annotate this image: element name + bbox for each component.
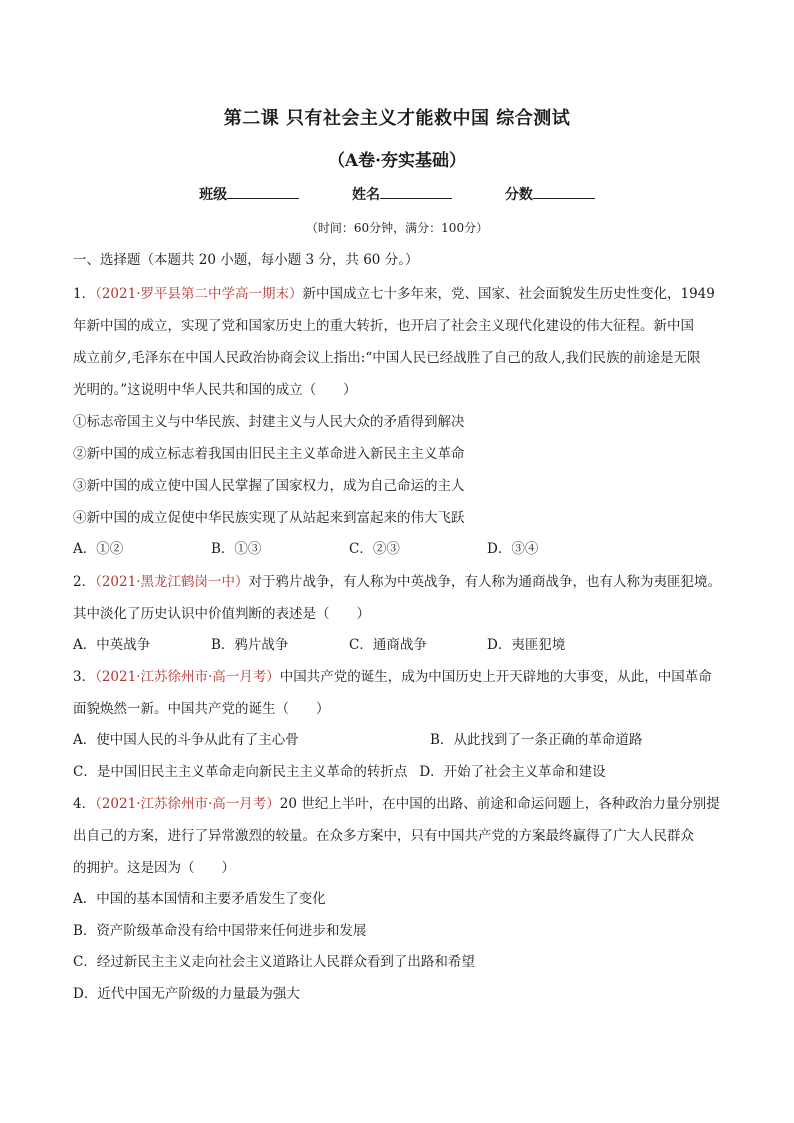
score-label: 分数 xyxy=(504,187,533,203)
stem-line: 出自己的方案，进行了异常激烈的较量。在众多方案中，只有中国共产党的方案最终赢得了广大人民群众 xyxy=(73,828,694,844)
option-d[interactable]: D．夷匪犯境 xyxy=(487,636,566,653)
options-row xyxy=(73,630,733,662)
option-a[interactable]: A．中英战争 xyxy=(73,636,151,653)
question-1 xyxy=(73,278,733,566)
question-stem xyxy=(73,566,733,630)
option-c[interactable]: C．经过新民主主义走向社会主义道路让人民群众看到了出路和希望 xyxy=(73,954,475,970)
option-c[interactable]: C．②③ xyxy=(349,541,400,557)
name-blank[interactable] xyxy=(380,184,452,199)
stem-line: 中国共产党的诞生，成为中国历史上开天辟地的大事变，从此，中国革命 xyxy=(279,669,712,685)
stem-line: 对于鸦片战争，有人称为中英战争，有人称为通商战争，也有人称为夷匪犯境。 xyxy=(248,573,721,590)
stem-line: 年新中国的成立，实现了党和国家历史上的重大转折，也开启了社会主义现代化建设的伟大征程。新中国 xyxy=(73,318,694,334)
option-b[interactable]: B．资产阶级革命没有给中国带来任何进步和发展 xyxy=(73,922,367,939)
time-note: （时间：60分钟，满分：100分） xyxy=(305,221,489,235)
stem-line: 成立前夕,毛泽东在中国人民政治协商会议上指出:“中国人民已经战胜了自己的敌人,我们民族的前途是无限 xyxy=(73,350,701,366)
option-c[interactable]: C．是中国旧民主主义革命走向新民主主义革命的转折点 xyxy=(73,763,408,780)
question-number: 1． xyxy=(73,286,96,302)
question-source: （2021·黑龙江鹤岗一中） xyxy=(95,573,249,590)
class-blank[interactable] xyxy=(227,184,299,199)
options-row xyxy=(73,725,733,757)
score-field xyxy=(505,184,595,204)
options-row xyxy=(73,757,733,789)
class-label: 班级 xyxy=(199,187,228,203)
stem-line: 20 世纪上半叶，在中国的出路、前途和命运问题上，各种政治力量分别提 xyxy=(279,796,720,812)
question-content xyxy=(73,250,733,1010)
statement: ②新中国的成立标志着我国由旧民主主义革命进入新民主主义革命 xyxy=(73,446,465,462)
option-a[interactable]: A．中国的基本国情和主要矛盾发生了变化 xyxy=(73,891,326,907)
question-number: 2． xyxy=(73,573,96,590)
score-blank[interactable] xyxy=(533,184,595,199)
class-field xyxy=(199,184,299,204)
stem-line: 面貌焕然一新。中国共产党的诞生（ ） xyxy=(73,701,330,717)
stem-line: 的拥护。这是因为（ ） xyxy=(73,860,235,876)
name-label: 姓名 xyxy=(352,187,380,203)
stem-line: 其中淡化了历史认识中价值判断的表述是（ ） xyxy=(73,605,370,622)
option-b[interactable]: B．从此找到了一条正确的革命道路 xyxy=(430,732,643,748)
page-title: 第二课 只有社会主义才能救中国 综合测试 xyxy=(223,108,571,129)
options-row xyxy=(73,534,733,566)
question-source: （2021·江苏徐州市·高一月考） xyxy=(95,796,280,812)
question-4 xyxy=(73,788,733,1010)
statement: ③新中国的成立使中国人民掌握了国家权力，成为自己命运的主人 xyxy=(73,478,465,494)
option-d[interactable]: D．开始了社会主义革命和建设 xyxy=(419,763,606,780)
option-a[interactable]: A．①② xyxy=(73,541,124,557)
question-stem xyxy=(73,661,733,725)
stem-line: 光明的。”这说明中华人民共和国的成立（ ） xyxy=(73,382,357,398)
option-d[interactable]: D．③④ xyxy=(487,541,539,557)
option-b[interactable]: B．鸦片战争 xyxy=(211,636,289,653)
option-c[interactable]: C．通商战争 xyxy=(349,636,427,653)
stem-line: 新中国成立七十多年来，党、国家、社会面貌发生历史性变化，1949 xyxy=(302,286,715,302)
option-a[interactable]: A．使中国人民的斗争从此有了主心骨 xyxy=(73,732,299,748)
option-d[interactable]: D．近代中国无产阶级的力量最为强大 xyxy=(73,985,300,1002)
name-field xyxy=(352,184,452,204)
question-number: 3． xyxy=(73,669,96,685)
question-source: （2021·江苏徐州市·高一月考） xyxy=(95,669,280,685)
student-info-row xyxy=(0,184,794,204)
question-2 xyxy=(73,566,733,662)
question-source: （2021·罗平县第二中学高一期末） xyxy=(95,286,303,302)
question-3 xyxy=(73,661,733,788)
question-stem xyxy=(73,788,733,884)
statement: ④新中国的成立促使中华民族实现了从站起来到富起来的伟大飞跃 xyxy=(73,510,465,526)
section-heading: 一、选择题（本题共 20 小题，每小题 3 分，共 60 分。） xyxy=(73,252,419,268)
option-b[interactable]: B．①③ xyxy=(211,541,262,557)
question-stem xyxy=(73,278,733,406)
page-subtitle: （A卷·夯实基础） xyxy=(327,151,467,171)
statement: ①标志帝国主义与中华民族、封建主义与人民大众的矛盾得到解决 xyxy=(73,414,465,430)
question-number: 4． xyxy=(73,796,96,812)
